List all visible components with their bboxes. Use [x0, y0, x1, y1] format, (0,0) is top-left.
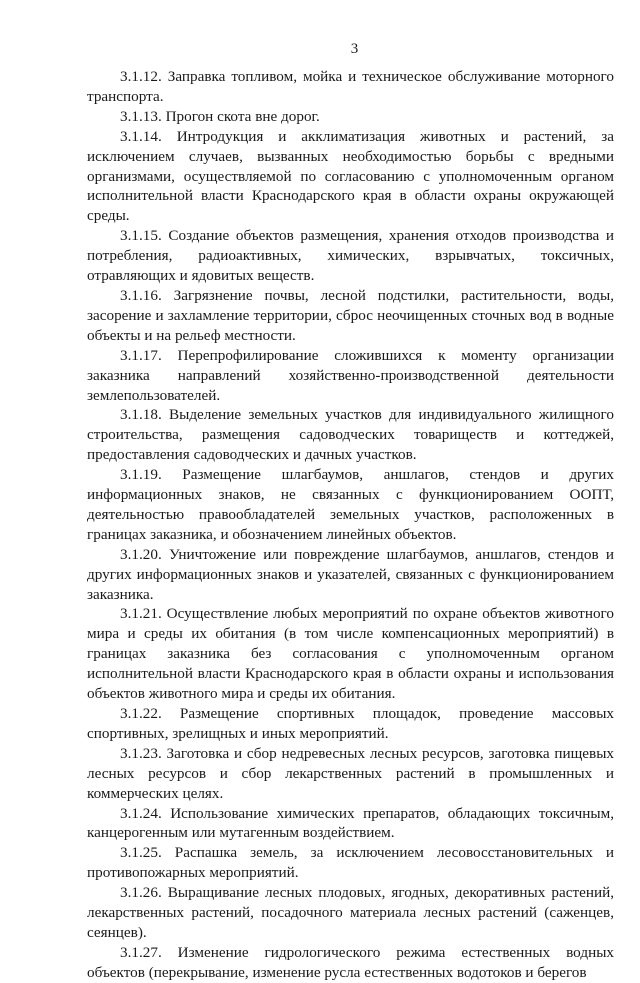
paragraph-3-1-13: 3.1.13. Прогон скота вне дорог. [120, 107, 320, 125]
paragraph-3-1-24: 3.1.24. Использование химических препаратов, обладающих токсичным, канцерогенным или мутагенным воздействием. [87, 804, 614, 842]
paragraph-3-1-18: 3.1.18. Выделение земельных участков для индивидуального жилищного строительства, размещения садоводческих товариществ и коттеджей, предоставления садоводческих и дачных участков. [87, 406, 614, 464]
page-number: 3 [350, 41, 359, 57]
paragraph-3-1-22: 3.1.22. Размещение спортивных площадок, проведение массовых спортивных, зрелищных и иных мероприятий. [87, 705, 614, 742]
paragraph-3-1-14: 3.1.14. Интродукция и акклиматизация животных и растений, за исключением случаев, вызванных необходимостью борьбы с вредными организмами, осуществляемой по согласованию с уполномоченным органом исполнительной власти Краснодарского края в области охраны окружающей среды. [87, 127, 614, 225]
paragraph-3-1-21: 3.1.21. Осуществление любых мероприятий по охране объектов животного мира и среды их обитания (в том числе компенсационных мероприятий) в границах заказника без согласования с уполномоченным органом исполнительной власти Краснодарского края в области охраны и использования объектов животного мира и среды их обитания. [87, 605, 614, 703]
paragraph-3-1-25: 3.1.25. Распашка земель, за исключением лесовосстановительных и противопожарных мероприятий. [87, 844, 614, 882]
paragraph-3-1-26: 3.1.26. Выращивание лесных плодовых, ягодных, декоративных растений, лекарственных растений, посадочного материала лесных растений (саженцев, сеянцев). [87, 884, 614, 941]
paragraph-3-1-17: 3.1.17. Перепрофилирование сложившихся к моменту организации заказника направлений хозяйственно-производственной деятельности землепользователей. [87, 346, 614, 404]
paragraph-3-1-12: 3.1.12. Заправка топливом, мойка и техническое обслуживание моторного транспорта. [87, 68, 614, 105]
paragraph-3-1-23: 3.1.23. Заготовка и сбор недревесных лесных ресурсов, заготовка пищевых лесных ресурсов и сбор лекарственных растений в промышленных и коммерческих целях. [87, 744, 614, 802]
paragraph-3-1-19: 3.1.19. Размещение шлагбаумов, аншлагов, стендов и других информационных знаков, не связанных с функционированием ООПТ, деятельностью правообладателей земельных участков, расположенных в границах заказника, и обозначением линейных объектов. [87, 466, 614, 543]
paragraph-3-1-15: 3.1.15. Создание объектов размещения, хранения отходов производства и потребления, радиоактивных, химических, взрывчатых, токсичных, отравляющих и ядовитых веществ. [87, 227, 614, 285]
paragraph-3-1-20: 3.1.20. Уничтожение или повреждение шлагбаумов, аншлагов, стендов и других информационных знаков и указателей, связанных с функционированием заказника. [87, 545, 614, 603]
paragraph-3-1-27: 3.1.27. Изменение гидрологического режима естественных водных объектов (перекрывание, изменение русла естественных водотоков и берегов [87, 943, 614, 981]
paragraph-3-1-16: 3.1.16. Загрязнение почвы, лесной подстилки, растительности, воды, засорение и захламление территории, сброс неочищенных сточных вод в водные объекты и на рельеф местности. [87, 286, 614, 344]
